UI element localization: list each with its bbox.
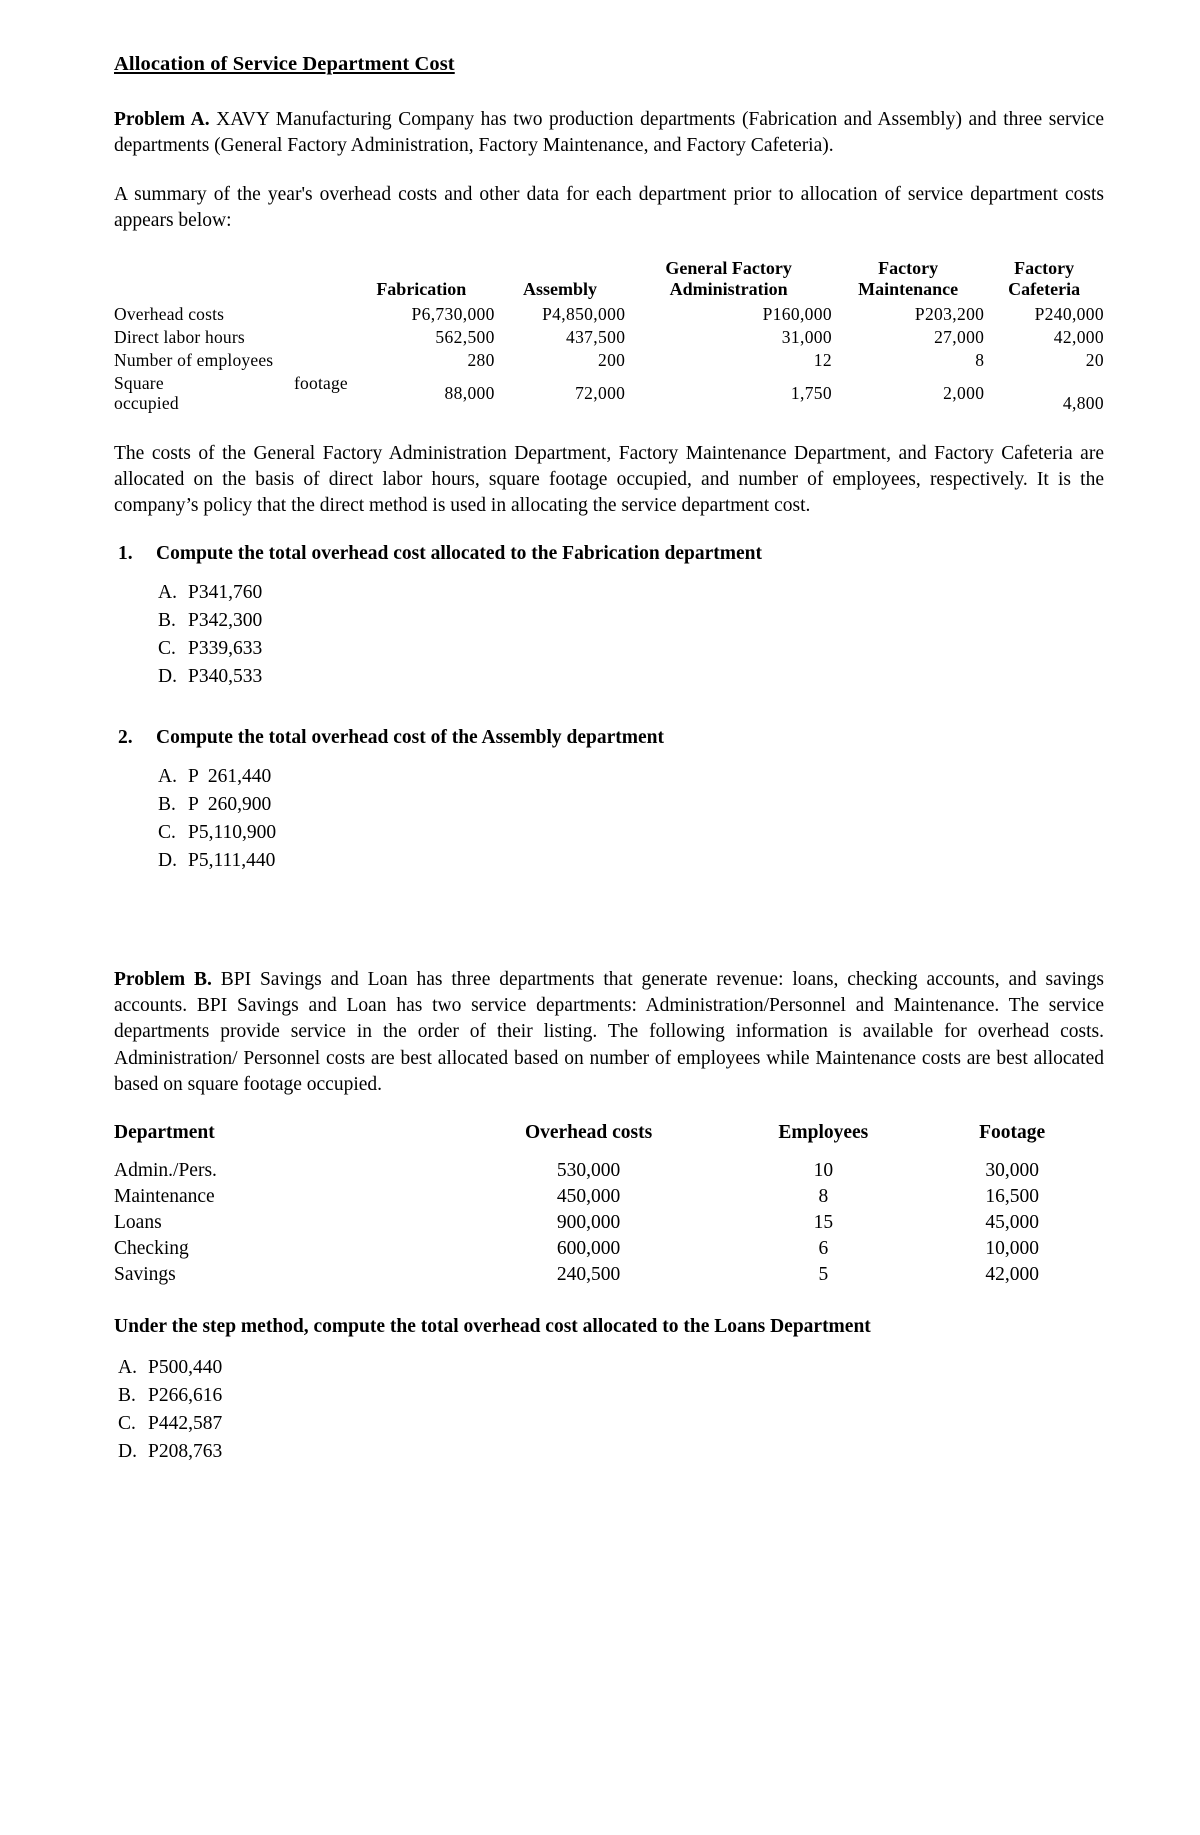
question-1-heading (114, 543, 1104, 565)
cell-overhead-savings: 240,500 (556, 1263, 621, 1285)
column-header-factory-cafeteria (984, 257, 1104, 303)
section-spacer (114, 911, 1104, 967)
question-2-choices (114, 763, 1104, 875)
cell-department-checking: Checking (114, 1237, 189, 1259)
choice-value: P339,633 (188, 637, 263, 659)
choice-value: P500,440 (148, 1356, 223, 1378)
choice-b-c[interactable] (118, 1410, 1104, 1438)
fc-line-1: Factory (1014, 258, 1075, 279)
table-row (114, 372, 1104, 415)
fm-line-2: Maintenance (858, 278, 959, 299)
cell-overhead-maintenance: 450,000 (556, 1185, 621, 1207)
problem-a-summary-paragraph: A summary of the year's overhead costs and other data for each department prior to allocation of service department costs appears below: (114, 183, 1104, 231)
column-header-footage: Footage (979, 1121, 1046, 1143)
fm-line-1: Factory (878, 258, 939, 279)
question-2-text: Compute the total overhead cost of the Assembly department (156, 726, 665, 748)
column-header-assembly: Assembly (523, 278, 598, 299)
choice-value: P 260,900 (188, 793, 272, 815)
problem-b-table-body (114, 1158, 1104, 1288)
choice-value: P342,300 (188, 609, 263, 631)
choice-2-d[interactable] (158, 847, 1104, 875)
choice-value: P442,587 (148, 1412, 223, 1434)
footage-word: footage (294, 372, 348, 393)
square-footage-label-line-2: occupied (114, 393, 179, 414)
square-word: Square (114, 372, 164, 393)
choice-1-d[interactable] (158, 663, 1104, 691)
cell-footage-savings: 42,000 (985, 1263, 1039, 1285)
table-row (114, 1236, 1104, 1262)
table-header-row (114, 1122, 1104, 1158)
cell-overhead-gfa: P160,000 (762, 303, 832, 324)
choice-value: P341,760 (188, 581, 263, 603)
cell-overhead-fabrication: P6,730,000 (411, 303, 495, 324)
choice-b-b[interactable] (118, 1382, 1104, 1410)
choice-value: P266,616 (148, 1384, 223, 1406)
choice-letter: A. (158, 765, 177, 787)
column-header-department: Department (114, 1121, 215, 1143)
column-header-fabrication: Fabrication (376, 278, 467, 299)
question-1 (114, 543, 1104, 691)
choice-b-a[interactable] (118, 1354, 1104, 1382)
problem-b-intro-paragraph (114, 967, 1104, 1098)
cell-overhead-checking: 600,000 (556, 1237, 621, 1259)
problem-b-question-text: Under the step method, compute the total overhead cost allocated to the Loans Department (114, 1315, 871, 1337)
table-header-row (114, 257, 1104, 303)
page-title: Allocation of Service Department Cost (114, 53, 455, 75)
table-row (114, 1158, 1104, 1184)
choice-2-c[interactable] (158, 819, 1104, 847)
cell-footage-gfa: 1,750 (790, 382, 832, 403)
table-row (114, 303, 1104, 326)
gfa-line-2: Administration (669, 278, 788, 299)
cell-dlh-cafeteria: 42,000 (1053, 326, 1104, 347)
problem-a-allocation-note: The costs of the General Factory Administration Department, Factory Maintenance Department, and Factory Cafeteria are allocated on the basis of direct labor hours, square footage occupied, and number of employees, respectively. It is the company’s policy that the direct method is used in allocating the service department cost. (114, 443, 1104, 517)
choice-2-b[interactable] (158, 791, 1104, 819)
problem-b-data-table (114, 1122, 1104, 1288)
cell-footage-admin-pers: 30,000 (985, 1159, 1039, 1181)
cell-employees-savings: 5 (818, 1263, 829, 1285)
row-label-direct-labor-hours: Direct labor hours (114, 326, 245, 347)
question-1-number: 1. (118, 542, 133, 564)
row-label-square-footage-occupied (114, 372, 348, 415)
column-header-employees: Employees (778, 1121, 869, 1143)
cell-footage-maintenance: 2,000 (943, 382, 985, 403)
choice-value: P5,110,900 (188, 821, 277, 843)
question-1-text: Compute the total overhead cost allocated to the Fabrication department (156, 542, 763, 564)
problem-a-data-table (114, 257, 1104, 415)
choice-letter: C. (118, 1412, 136, 1434)
cell-dlh-assembly: 437,500 (565, 326, 626, 347)
table-row (114, 1262, 1104, 1288)
choice-value: P208,763 (148, 1440, 223, 1462)
choice-letter: D. (118, 1440, 137, 1462)
choice-1-a[interactable] (158, 579, 1104, 607)
row-label-overhead-costs: Overhead costs (114, 303, 225, 324)
choice-letter: D. (158, 850, 177, 872)
question-2-number: 2. (118, 726, 133, 748)
choice-1-c[interactable] (158, 635, 1104, 663)
column-header-overhead-costs: Overhead costs (524, 1121, 653, 1143)
cell-overhead-loans: 900,000 (556, 1211, 621, 1233)
column-header-general-factory-administration (625, 257, 832, 303)
column-header-factory-maintenance (832, 257, 984, 303)
choice-b-d[interactable] (118, 1438, 1104, 1466)
gfa-line-1: General Factory (665, 258, 792, 279)
cell-footage-maintenance: 16,500 (985, 1185, 1039, 1207)
cell-dlh-gfa: 31,000 (781, 326, 832, 347)
choice-2-a[interactable] (158, 763, 1104, 791)
square-footage-label-line-1 (114, 373, 348, 394)
table-row (114, 349, 1104, 372)
choice-letter: A. (158, 581, 177, 603)
cell-footage-fabrication: 88,000 (444, 382, 495, 403)
problem-b-table-head (114, 1122, 1104, 1158)
cell-employees-admin-pers: 10 (813, 1159, 834, 1181)
cell-employees-checking: 6 (818, 1237, 829, 1259)
cell-department-loans: Loans (114, 1211, 162, 1233)
problem-a-label: Problem A. (114, 108, 210, 130)
cell-employees-cafeteria: 20 (1085, 349, 1104, 370)
column-header-blank (114, 257, 348, 303)
problem-b-intro-text: BPI Savings and Loan has three departments that generate revenue: loans, checking accounts, and savings accounts. BPI Savings and Loan has two service departments: Administration/Personnel and Maintenance. The service departments provide service in the order of their listing. The following information is available for overhead costs. Administration/ Personnel costs are best allocated based on number of employees while Maintenance costs are best allocated based on square footage occupied. (114, 969, 1104, 1095)
choice-letter: B. (158, 793, 176, 815)
cell-employees-assembly: 200 (597, 349, 626, 370)
cell-department-savings: Savings (114, 1263, 176, 1285)
cell-employees-maintenance: 8 (818, 1185, 829, 1207)
choice-letter: B. (158, 609, 176, 631)
cell-employees-fabrication: 280 (467, 349, 495, 370)
choice-letter: A. (118, 1356, 137, 1378)
cell-overhead-maintenance: P203,200 (914, 303, 985, 324)
choice-letter: C. (158, 821, 176, 843)
problem-b-label: Problem B. (114, 969, 212, 991)
problem-a-table-body (114, 303, 1104, 415)
table-row (114, 1210, 1104, 1236)
problem-b-choices (114, 1354, 1104, 1466)
cell-footage-checking: 10,000 (985, 1237, 1039, 1259)
cell-overhead-assembly: P4,850,000 (542, 303, 626, 324)
cell-employees-gfa: 12 (813, 349, 832, 370)
question-1-choices (114, 579, 1104, 691)
cell-footage-cafeteria: 4,800 (1062, 393, 1104, 414)
problem-a-intro-text: XAVY Manufacturing Company has two production departments (Fabrication and Assembly) and three service departments (General Factory Administration, Factory Maintenance, and Factory Cafeteria). (114, 108, 1104, 156)
choice-letter: C. (158, 637, 176, 659)
table-row (114, 1184, 1104, 1210)
row-label-number-of-employees: Number of employees (114, 349, 274, 370)
cell-department-maintenance: Maintenance (114, 1185, 215, 1207)
fc-line-2: Cafeteria (1008, 278, 1081, 299)
choice-value: P 261,440 (188, 765, 272, 787)
choice-1-b[interactable] (158, 607, 1104, 635)
choice-letter: D. (158, 665, 177, 687)
cell-footage-assembly: 72,000 (575, 382, 626, 403)
table-row (114, 326, 1104, 349)
question-2-heading (114, 727, 1104, 749)
cell-employees-maintenance: 8 (975, 349, 985, 370)
problem-a-intro-paragraph (114, 107, 1104, 159)
cell-footage-loans: 45,000 (985, 1211, 1039, 1233)
cell-dlh-maintenance: 27,000 (934, 326, 985, 347)
cell-department-admin-pers: Admin./Pers. (114, 1159, 217, 1181)
cell-overhead-admin-pers: 530,000 (556, 1159, 621, 1181)
cell-employees-loans: 15 (813, 1211, 834, 1233)
problem-a-table-head (114, 257, 1104, 303)
choice-value: P5,111,440 (188, 850, 276, 872)
choice-letter: B. (118, 1384, 136, 1406)
cell-overhead-cafeteria: P240,000 (1034, 303, 1104, 324)
choice-value: P340,533 (188, 665, 263, 687)
question-2 (114, 727, 1104, 875)
cell-dlh-fabrication: 562,500 (435, 326, 495, 347)
